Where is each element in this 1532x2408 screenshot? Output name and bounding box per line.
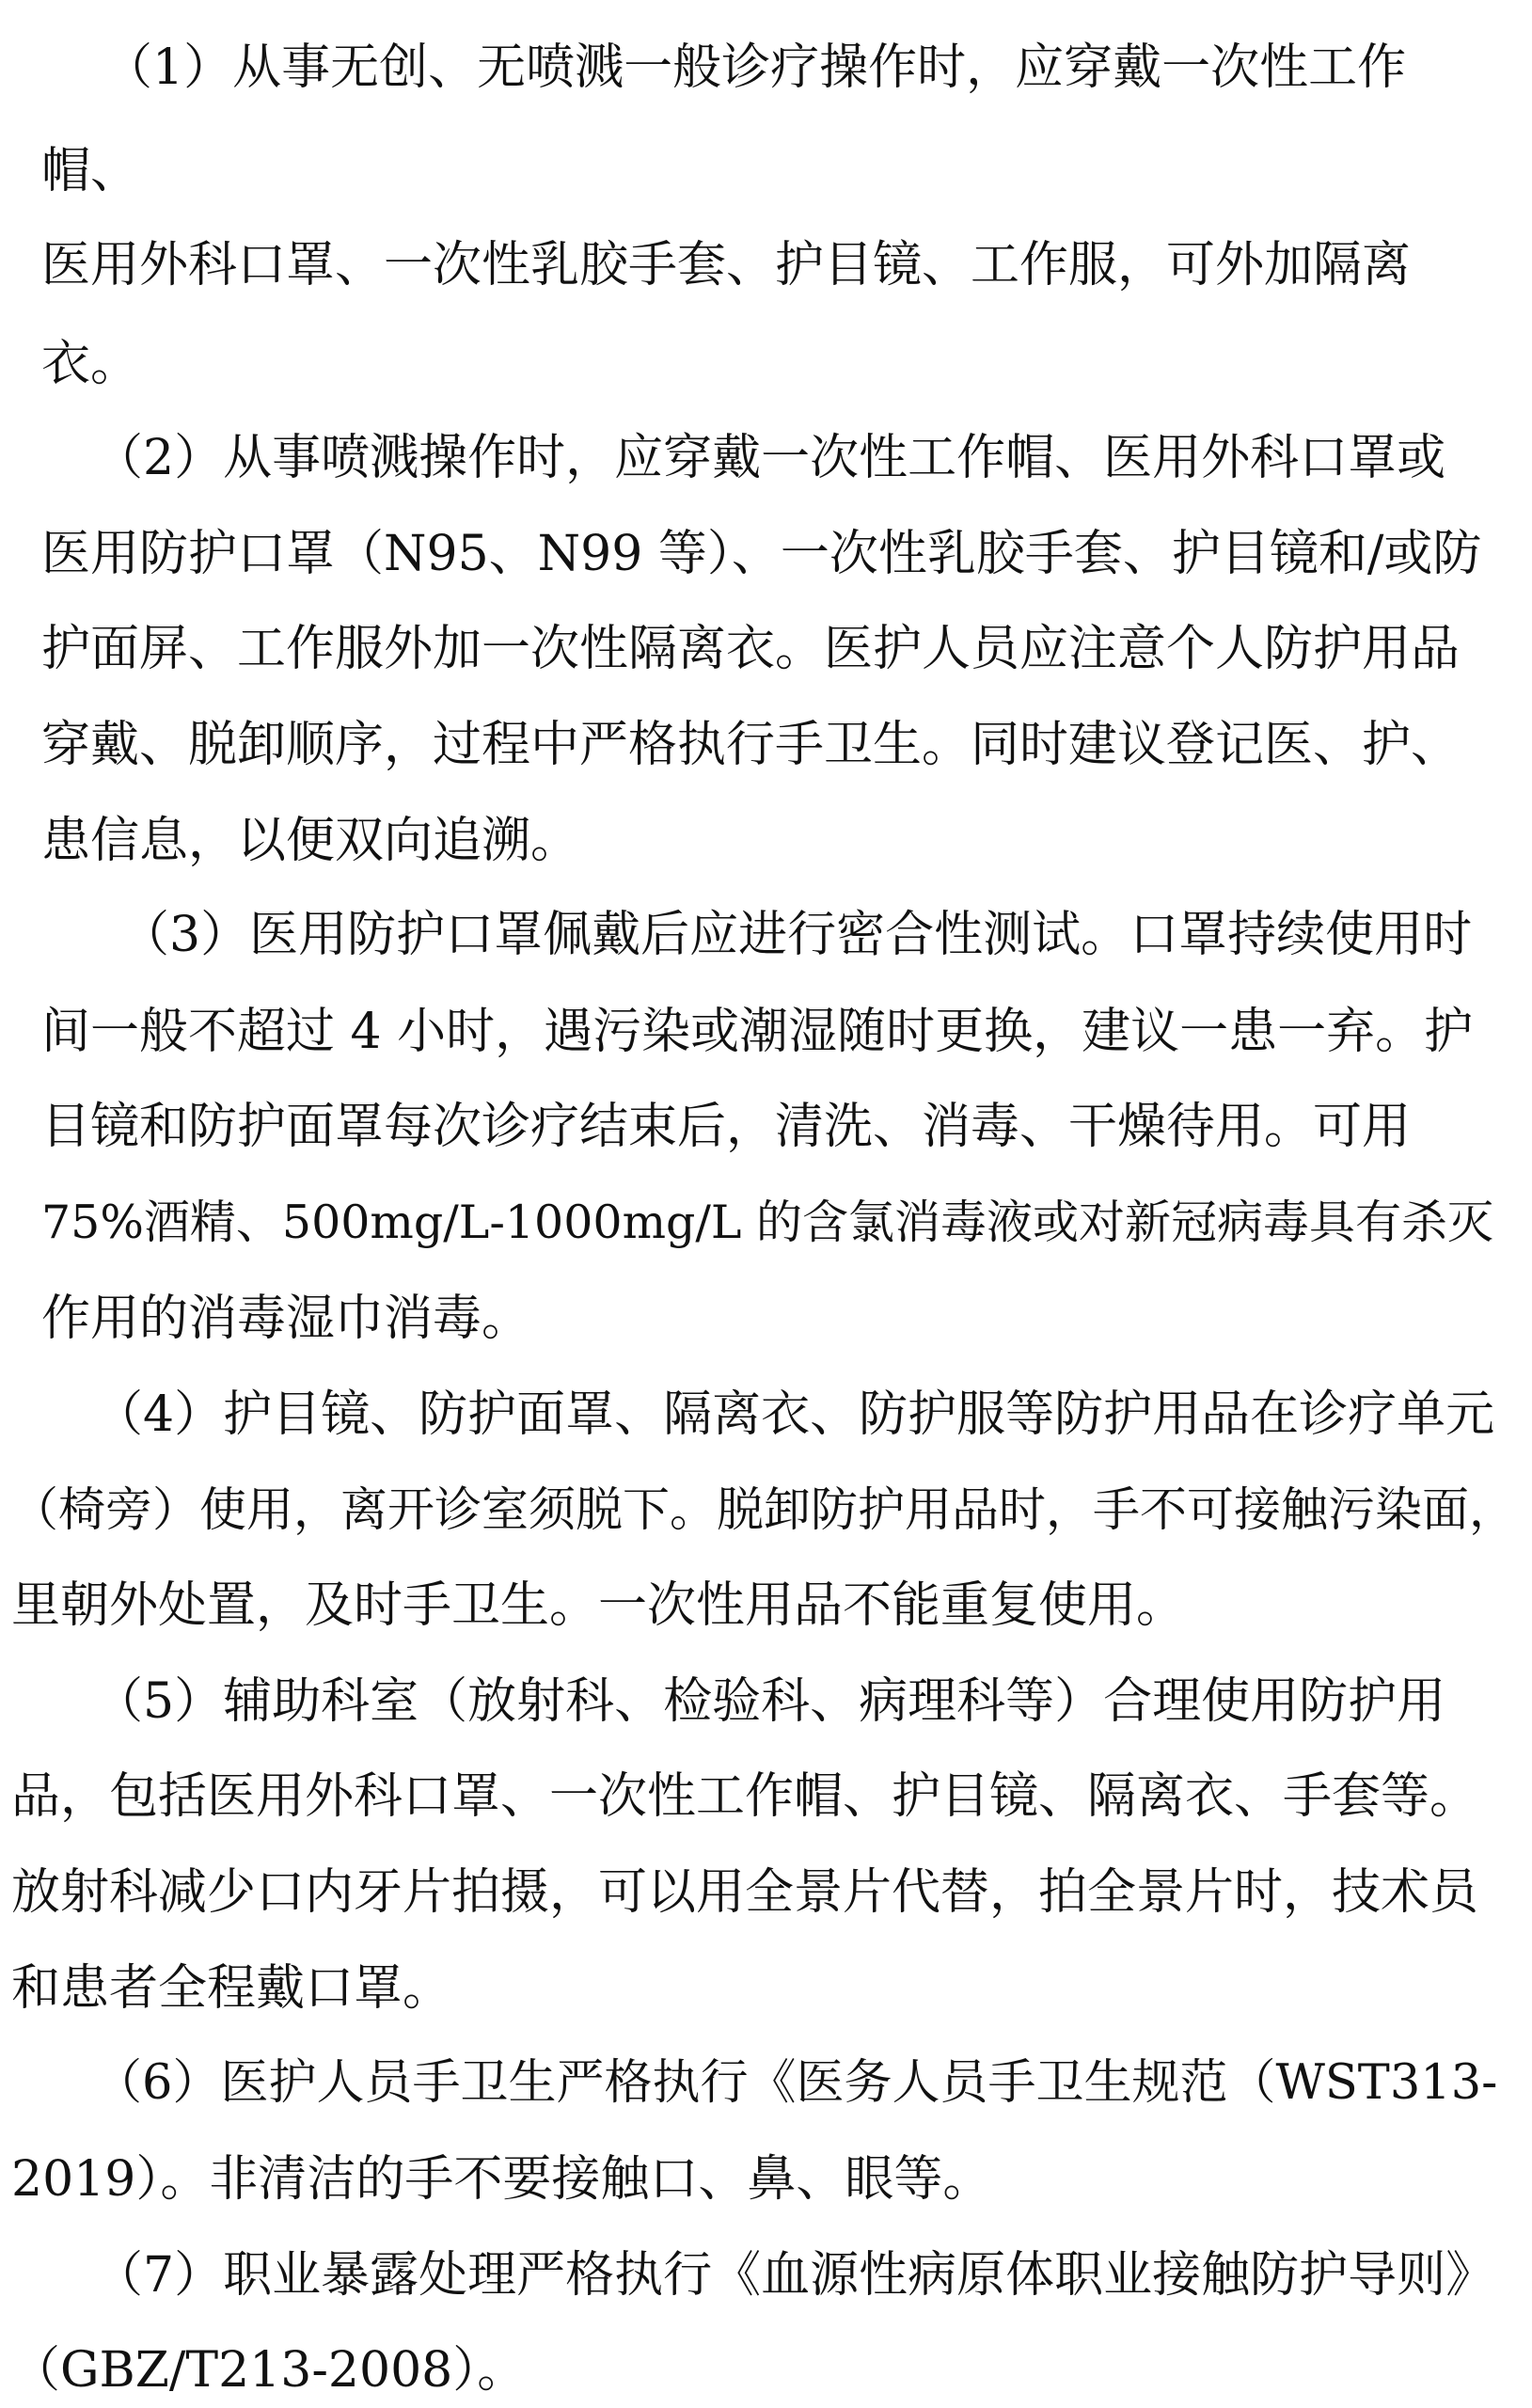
para-1-line-4: 衣。	[41, 336, 140, 392]
para-6-line-1: （6）医护人员手卫生严格执行《医务人员手卫生规范（WST313-	[94, 2055, 1498, 2111]
para-3-line-2: 间一般不超过 4 小时，遇污染或潮湿随时更换，建议一患一弃。护	[41, 1004, 1474, 1060]
para-4-line-3: 里朝外处置，及时手卫生。一次性用品不能重复使用。	[11, 1577, 1186, 1634]
para-2-line-4: 穿戴、脱卸顺序，过程中严格执行手卫生。同时建议登记医、护、	[41, 717, 1461, 773]
para-1-line-2: 帽、	[41, 143, 140, 199]
para-6-line-2: 2019）。非清洁的手不要接触口、鼻、眼等。	[11, 2151, 992, 2208]
para-5-line-1: （5）辅助科室（放射科、检验科、病理科等）合理使用防护用	[94, 1673, 1446, 1730]
para-7-line-1: （7）职业暴露处理严格执行《血源性病原体职业接触防护导则》	[94, 2247, 1495, 2304]
para-3-line-1: （3）医用防护口罩佩戴后应进行密合性测试。口罩持续使用时	[120, 907, 1473, 963]
para-4-line-1: （4）护目镜、防护面罩、隔离衣、防护服等防护用品在诊疗单元	[94, 1386, 1495, 1443]
para-1-line-1: （1）从事无创、无喷溅一般诊疗操作时，应穿戴一次性工作	[103, 40, 1407, 96]
para-7-line-2: （GBZ/T213-2008）。	[11, 2342, 527, 2399]
para-2-line-2: 医用防护口罩（N95、N99 等）、一次性乳胶手套、护目镜和/或防	[41, 526, 1482, 582]
para-5-line-3: 放射科减少口内牙片拍摄，可以用全景片代替，拍全景片时，技术员	[11, 1864, 1479, 1921]
para-5-line-2: 品，包括医用外科口罩、一次性工作帽、护目镜、隔离衣、手套等。	[11, 1768, 1479, 1825]
para-2-line-5: 患信息，以便双向追溯。	[41, 813, 580, 869]
para-3-line-5: 作用的消毒湿巾消毒。	[41, 1291, 531, 1347]
para-4-line-2: （椅旁）使用，离开诊室须脱下。脱卸防护用品时，手不可接触污染面，	[11, 1482, 1516, 1537]
para-2-line-3: 护面屏、工作服外加一次性隔离衣。医护人员应注意个人防护用品	[41, 621, 1461, 677]
para-3-line-3: 目镜和防护面罩每次诊疗结束后，清洗、消毒、干燥待用。可用	[41, 1099, 1412, 1155]
para-5-line-4: 和患者全程戴口罩。	[11, 1960, 452, 2017]
para-2-line-1: （2）从事喷溅操作时，应穿戴一次性工作帽、医用外科口罩或	[94, 430, 1446, 486]
para-3-line-4: 75%酒精、500mg/L-1000mg/L 的含氯消毒液或对新冠病毒具有杀灭	[41, 1196, 1494, 1249]
para-1-line-3: 医用外科口罩、一次性乳胶手套、护目镜、工作服，可外加隔离	[41, 237, 1412, 293]
